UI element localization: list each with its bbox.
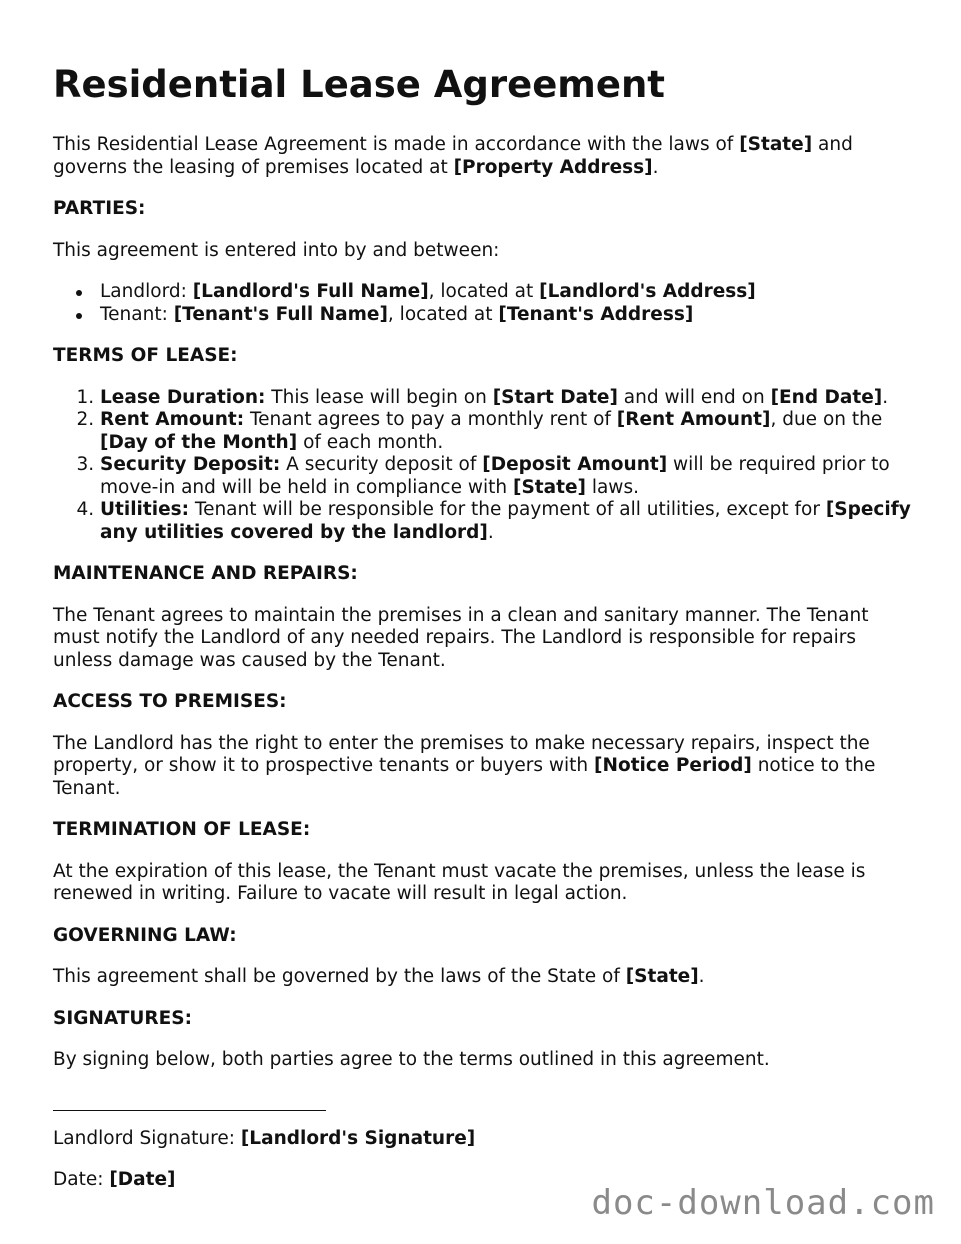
terms-heading: TERMS OF LEASE: [53, 345, 238, 366]
parties-list [53, 281, 913, 326]
term-rent-amount [100, 409, 913, 454]
signatures-heading: SIGNATURES: [53, 1007, 193, 1029]
term-lease-duration [100, 387, 913, 410]
term-text: This lease will begin on [265, 386, 493, 408]
party-mid-text: , located at [428, 281, 540, 302]
term-utilities [100, 499, 913, 544]
term-text: , due on the [770, 409, 883, 430]
access-paragraph [53, 733, 913, 801]
date-placeholder: [Date] [109, 1169, 176, 1190]
governing-law-text-1: This agreement shall be governed by the laws of the State of [53, 966, 626, 987]
governing-state-placeholder: [State] [625, 966, 699, 987]
party-name-placeholder: [Landlord's Full Name] [192, 281, 429, 302]
party-role: Landlord: [100, 281, 193, 302]
access-text-1: The Landlord has the right to enter the premises to make necessary repairs, inspect the property, or show it to prospective tenants or buyers with [53, 732, 870, 776]
notice-period-placeholder: [Notice Period] [594, 755, 752, 776]
term-placeholder: [Start Date] [492, 386, 618, 408]
term-label: Rent Amount: [100, 409, 245, 430]
term-placeholder: [Specify any utilities covered by the landlord] [100, 499, 911, 543]
access-heading: ACCESS TO PREMISES: [53, 691, 287, 712]
intro-text-2: and governs the leasing of premises located at [53, 134, 853, 178]
term-text: . [487, 521, 494, 543]
intro-state-placeholder: [State] [739, 134, 813, 155]
party-landlord [100, 281, 913, 304]
parties-intro: This agreement is entered into by and between: [53, 239, 500, 261]
intro-text-3: . [652, 156, 659, 178]
party-name-placeholder: [Tenant's Full Name] [173, 303, 388, 325]
party-tenant [100, 304, 913, 327]
watermark: doc-download.com [591, 1183, 935, 1223]
term-placeholder: [Day of the Month] [100, 431, 298, 453]
maintenance-text: The Tenant agrees to maintain the premises in a clean and sanitary manner. The Tenant must notify the Landlord of any needed repairs. The Landlord is responsible for repairs unless damage was caused by the Tenant. [53, 604, 869, 671]
intro-text-1: This Residential Lease Agreement is made in accordance with the laws of [53, 134, 740, 155]
term-placeholder: [State] [513, 476, 586, 498]
term-label: Utilities: [100, 499, 190, 520]
term-text: and will end on [617, 386, 771, 408]
governing-law-text-2: . [698, 966, 705, 987]
landlord-signature [53, 1128, 913, 1151]
term-label: Lease Duration: [100, 386, 266, 408]
terms-list [53, 387, 913, 545]
term-text: . [882, 386, 889, 408]
term-placeholder: [Deposit Amount] [482, 454, 668, 475]
signature-line [53, 1110, 326, 1111]
intro-property-address-placeholder: [Property Address] [453, 156, 653, 178]
party-address-placeholder: [Tenant's Address] [498, 303, 694, 325]
term-text: Tenant will be responsible for the payment of all utilities, except for [189, 499, 826, 520]
signatures-text: By signing below, both parties agree to the terms outlined in this agreement. [53, 1049, 770, 1070]
parties-heading: PARTIES: [53, 198, 146, 219]
termination-heading: TERMINATION OF LEASE: [53, 819, 311, 840]
term-label: Security Deposit: [100, 454, 281, 475]
term-placeholder: [End Date] [770, 386, 883, 408]
document-title: Residential Lease Agreement [53, 63, 665, 106]
term-text: A security deposit of [280, 454, 483, 475]
party-role: Tenant: [100, 303, 174, 325]
party-address-placeholder: [Landlord's Address] [539, 281, 756, 302]
term-placeholder: [Rent Amount] [616, 409, 771, 430]
maintenance-heading: MAINTENANCE AND REPAIRS: [53, 563, 358, 584]
landlord-signature-label: Landlord Signature: [53, 1127, 241, 1149]
term-text: will be required prior to move-in and will be held in compliance with [100, 454, 890, 498]
termination-text: At the expiration of this lease, the Tenant must vacate the premises, unless the lease is renewed in writing. Failure to vacate will result in legal action. [53, 860, 866, 904]
document-page [53, 62, 913, 1211]
term-text: Tenant agrees to pay a monthly rent of [244, 409, 617, 430]
term-text: of each month. [297, 431, 444, 453]
date-label: Date: [53, 1169, 110, 1190]
governing-law-heading: GOVERNING LAW: [53, 924, 237, 946]
landlord-signature-placeholder: [Landlord's Signature] [240, 1127, 476, 1149]
access-text-2: notice to the Tenant. [53, 755, 876, 799]
term-security-deposit [100, 454, 913, 499]
term-text: laws. [585, 476, 639, 498]
governing-law-paragraph [53, 966, 913, 989]
party-mid-text: , located at [387, 303, 499, 325]
intro-paragraph [53, 134, 913, 179]
